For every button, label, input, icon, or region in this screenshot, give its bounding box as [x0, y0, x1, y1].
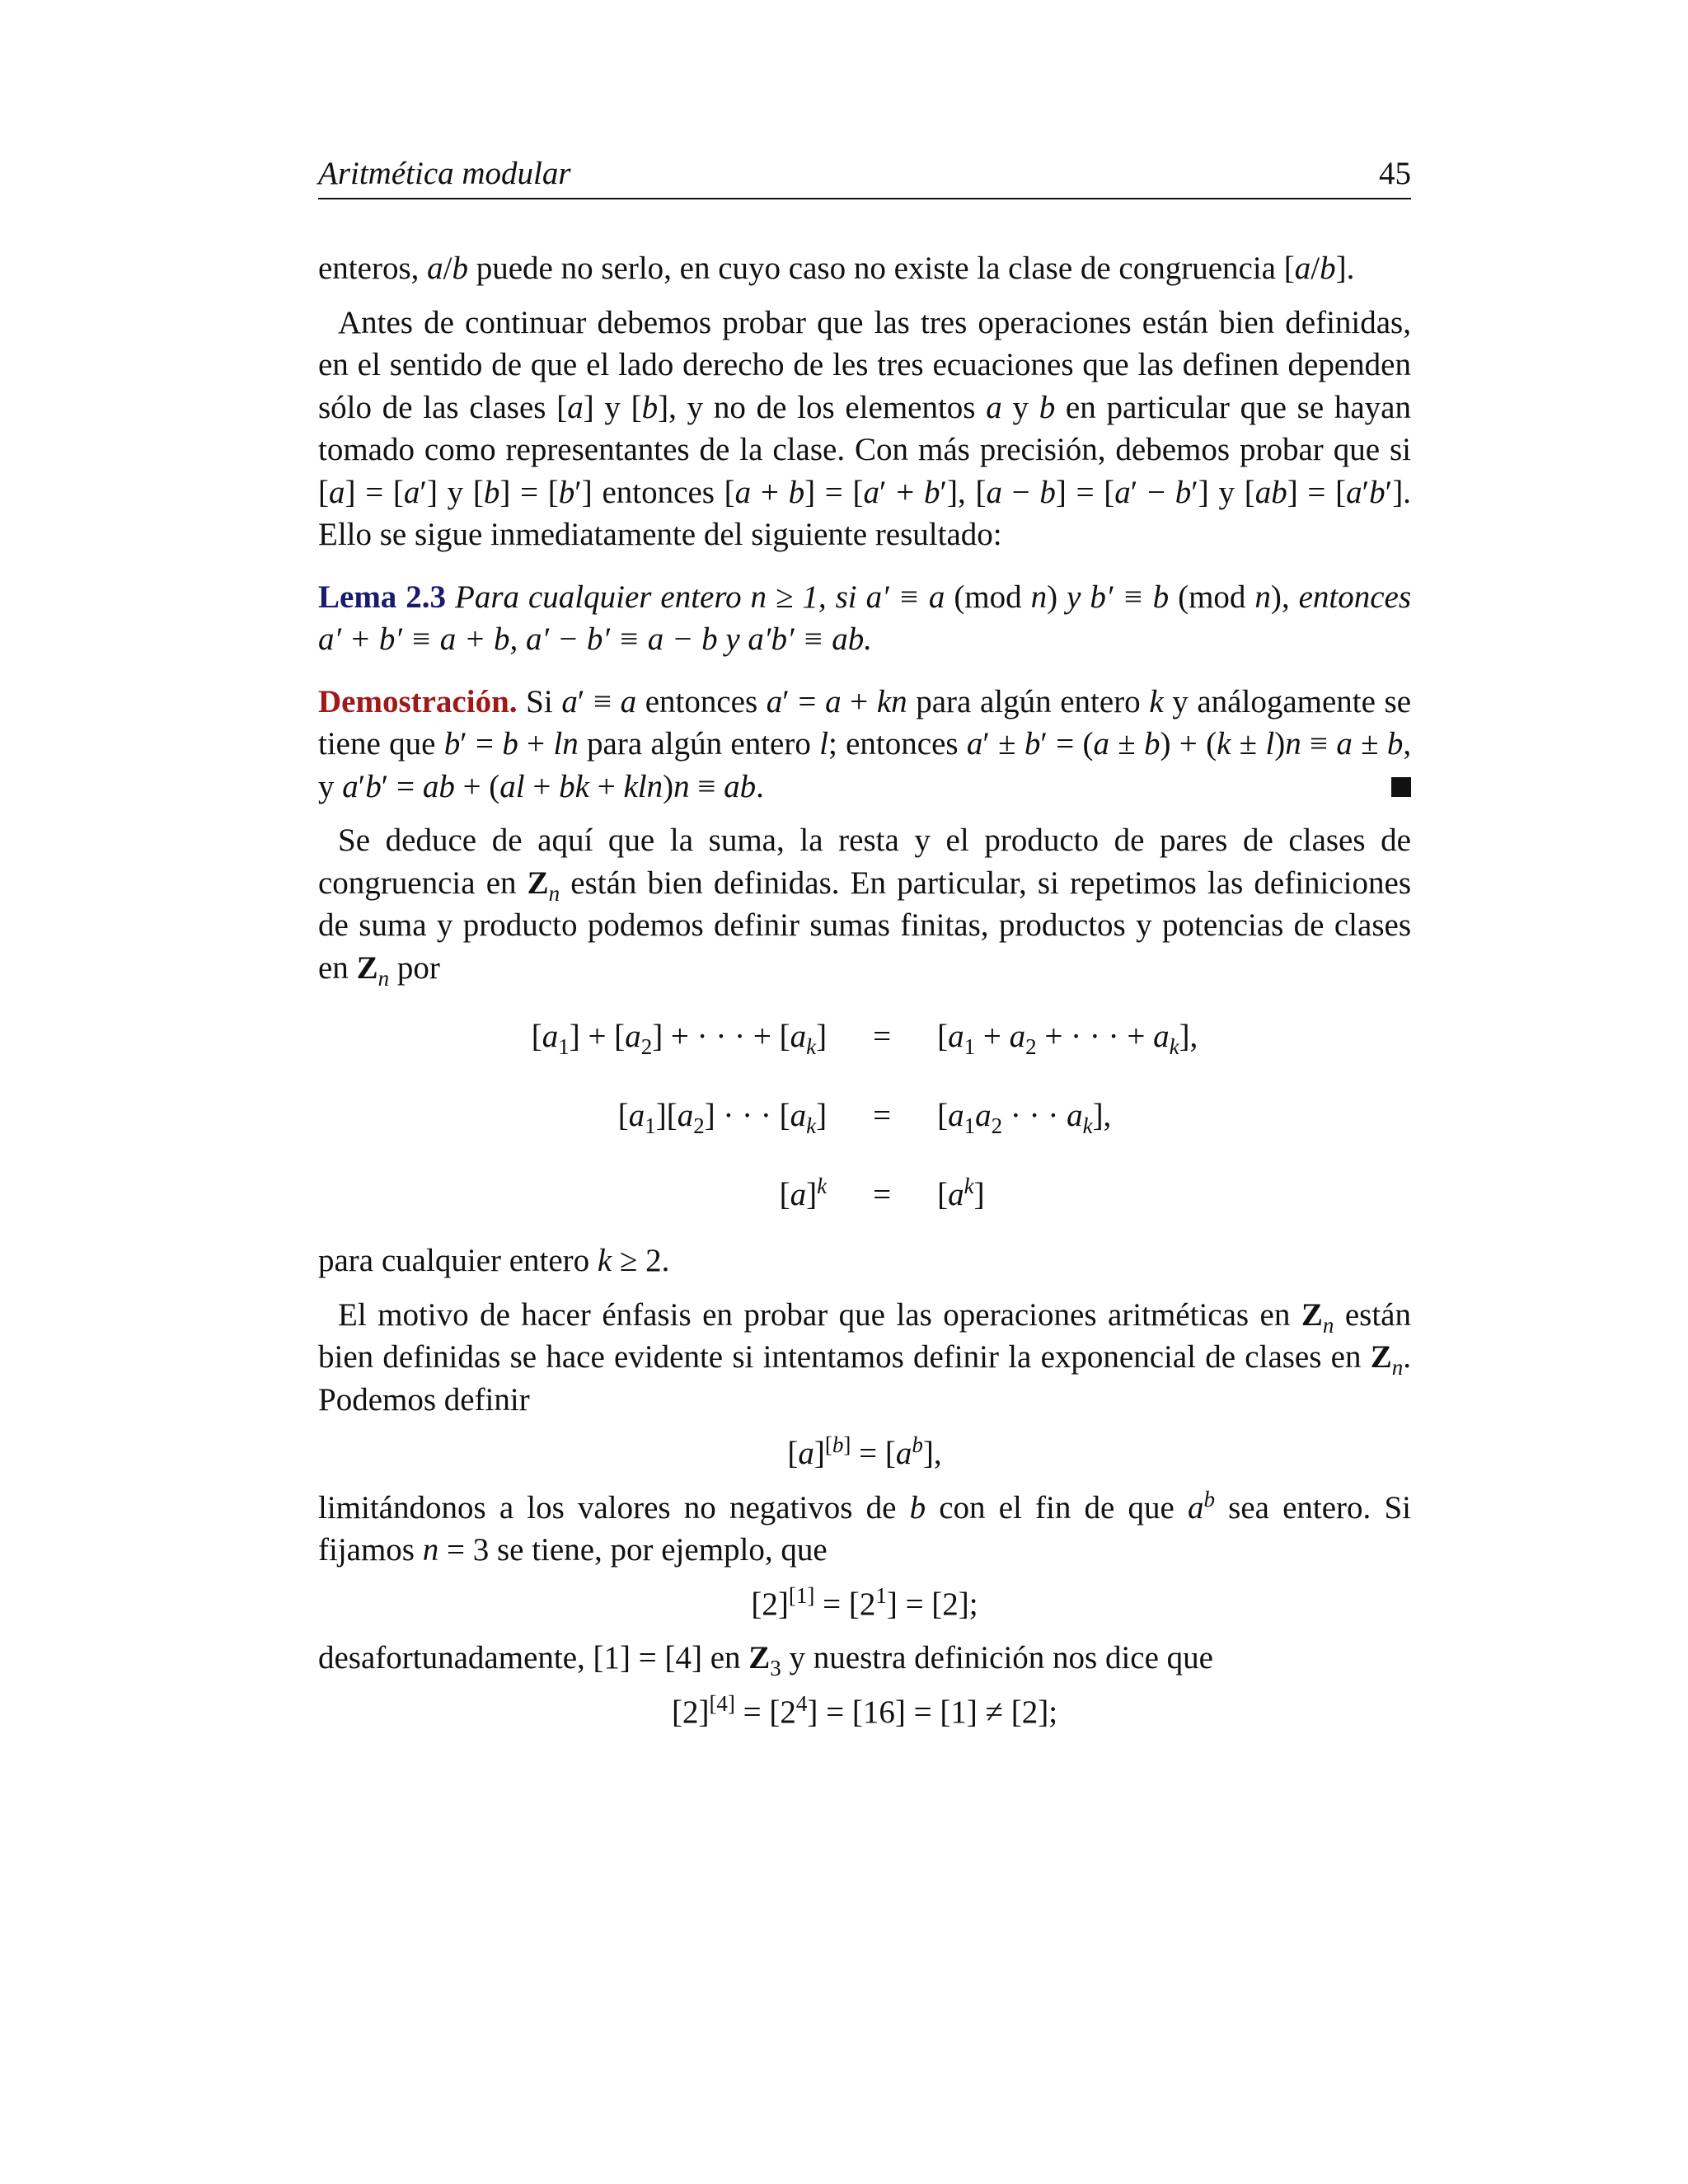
lemma-label: Lema 2.3 [318, 579, 447, 615]
page-number: 45 [1379, 155, 1411, 191]
qed-square-icon [1391, 777, 1411, 797]
equation-sum: $[a_1] + [a_2]$ + · · · + $[a_k]$ = [$a_1 + a_2$ + · · · + $a_k$], [531, 1019, 1198, 1060]
page [318, 153, 1411, 1733]
paragraph-6: limitándonos a los valores no negativos de b con el fin de que $a^b$ sea entero. Si fijamos n = 3 se tiene, por ejemplo, que [318, 1486, 1411, 1568]
paragraph-4: para cualquier entero k ≥ 2. [318, 1243, 670, 1278]
equation-example-2: $[2][4] = [2^4] = [16] = [1] \ne [2]$; [671, 1690, 1058, 1730]
lemma: Lema 2.3 Para cualquier entero n ≥ 1, si a′ ≡ a (mod n) y b′ ≡ b (mod n), entonces a′ + b′ ≡ a + b, a′ − b′ ≡ a − b y a′b′ ≡ ab. [318, 579, 1412, 657]
running-header [318, 153, 1411, 199]
proof: Demostración. Si a′ ≡ a entonces a′ = a + kn para algún entero k y análogamente se tiene que b′ = b + ln para algún entero l; entonces a′ ± b′ = (a ± b) + (k ± l)n ≡ a ± b, y a′b′ = ab + (al + bk + kln)n ≡ ab. [318, 683, 1412, 804]
paragraph-7: desafortunadamente, [1] = [4] en $Z_3$ y nuestra definición nos dice que [318, 1640, 1213, 1680]
equation-power: $[a]^k$ = $[a^k]$ [779, 1174, 985, 1213]
paragraph-2: Antes de continuar debemos probar que las tres operaciones están bien definidas, en el sentido de que el lado derecho de les tres ecuaciones que las definen dependen sólo de las clases [a] y [b], y no de los elementos a y b en particular que se hayan tomado como representantes de la clase. Con más precisión, debemos probar que si [a] = [a′] y [b] = [b′] entonces [a + b] = [a′ + b′], [a − b] = [a′ − b′] y [ab] = [a′b′]. Ello se sigue inmediatamente del siguiente resultado: [318, 304, 1411, 552]
paragraph-1: enteros, a/b puede no serlo, en cuyo caso no existe la clase de congruencia [a/b]. [318, 251, 1355, 286]
equation-exp-def: $[a][b] = [a^b]$, [787, 1432, 942, 1471]
paragraph-5: El motivo de hacer énfasis en probar que las operaciones aritméticas en $Z_n$ están bien definidas se hace evidente si intentamos definir la exponencial de clases en $Z_n$. Podemos definir [318, 1296, 1411, 1418]
equation-example-1: $[2][1] = [2^1] = [2]$; [751, 1582, 978, 1622]
chapter-title: Aritmética modular [318, 155, 571, 191]
proof-label: Demostración. [318, 683, 518, 719]
equation-array [532, 997, 1198, 1235]
paragraph-3: Se deduce de aquí que la suma, la resta y el producto de pares de clases de congruencia en $Z_n$ están bien definidas. En particular, si repetimos las definiciones de suma y producto podemos definir sumas finitas, productos y potencias de clases en $Z_n$ por [318, 823, 1411, 991]
equation-product: $[a_1][a_2]$ · · · $[a_k]$ = [$a_1a_2$ · · · $a_k$], [617, 1098, 1112, 1139]
